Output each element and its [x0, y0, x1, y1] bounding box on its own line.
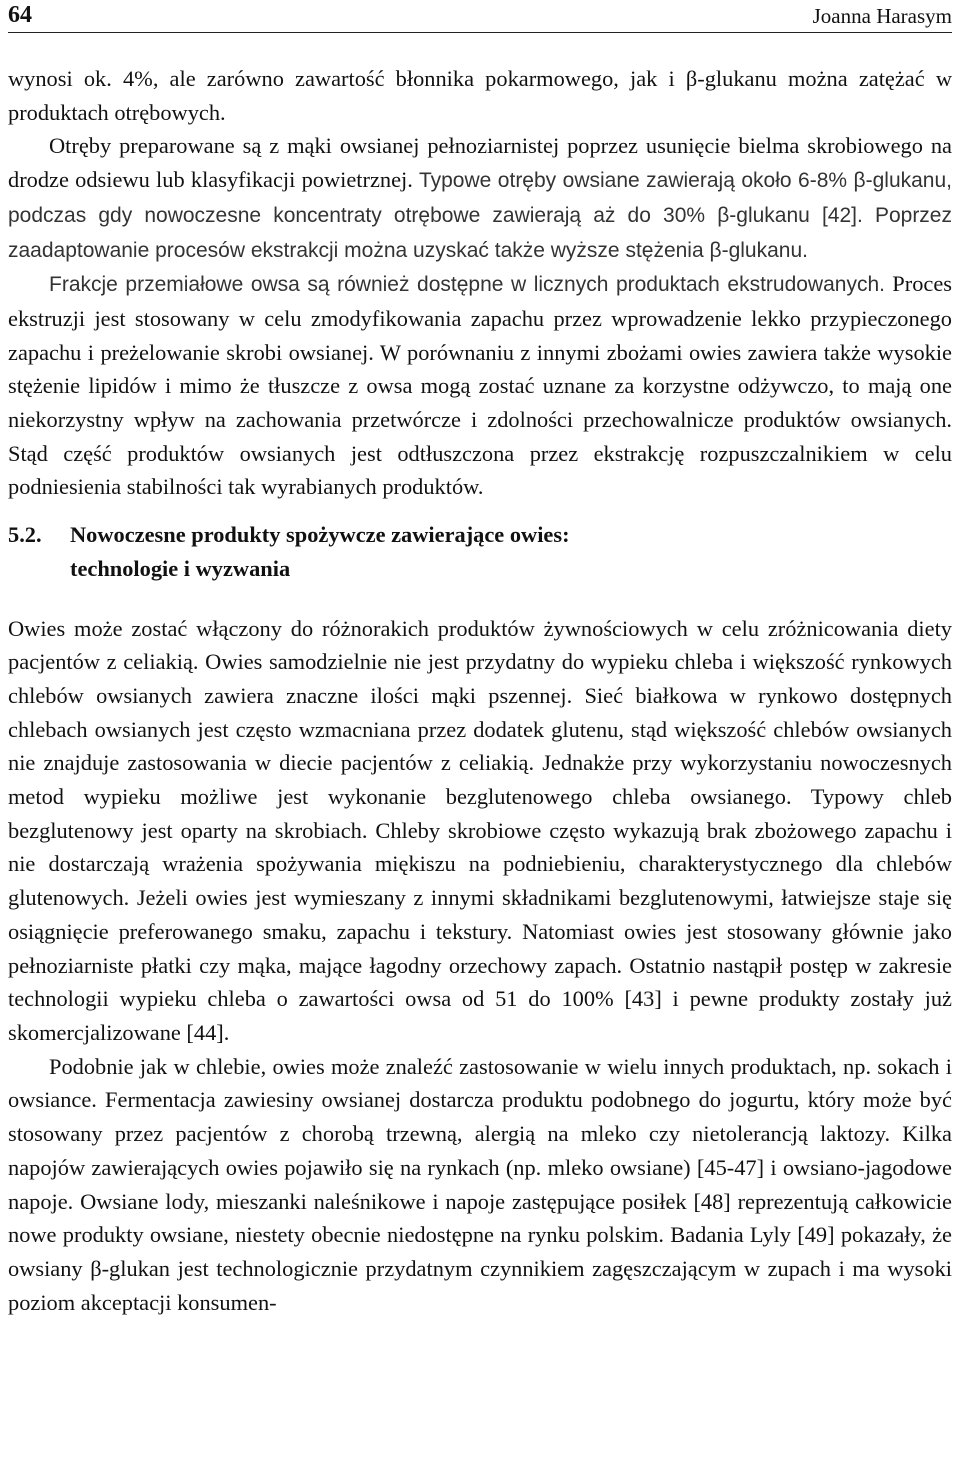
paragraph-oat-bread: Owies może zostać włączony do różnorakich produktów żywnościowych w celu zróżnicowania diety pacjentów z celiakią. Owies samodzielnie nie jest przydatny do wypieku chleba i większość rynkowych chlebów owsianych zawiera znaczne ilości mąki pszennej. Sieć białkowa w rynkowo dostępnych chlebach owsianych jest często wzmacniana przez dodatek glutenu, stąd większość chlebów owsianych nie znajduje zastosowania w diecie pacjentów z celiakią. Jednakże przy wykorzystaniu nowoczesnych metod wypieku możliwe jest wykonanie bezglutenowego chleba owsianego. Typowy chleb bezglutenowy jest oparty na skrobiach. Chleby skrobiowe często wykazują brak zbożowego zapachu i nie dostarczają wrażenia spożywania miękiszu na podniebieniu, charakterystycznego dla chlebów glutenowych. Jeżeli owies jest wymieszany z innymi składnikami bezglutenowymi, łatwiejsze staje się osiągnięcie preferowanego smaku, zapachu i tekstury. Natomiast owies jest stosowany głównie jako pełnoziarniste płatki czy mąka, mające łagodny orzechowy zapach. Ostatnio nastąpił postęp w zakresie technologii wypieku chleba o zawartości owsa od 51 do 100% [43] i pewne produkty zostały już skomercjalizowane [44].	[8, 615, 952, 1045]
section-number: 5.2.	[8, 522, 42, 548]
page-number: 64	[8, 2, 32, 28]
paragraph-extrusion	[8, 267, 952, 504]
paragraph-oat-products: Podobnie jak w chlebie, owies może znaleźć zastosowanie w wielu innych produktach, np. sokach i owsiance. Fermentacja zawiesiny owsianej dostarcza produktu podobnego do jogurtu, który może być stosowany przez pacjentów z chorobą trzewną, alergią na mleko czy nietolerancją laktozy. Kilka napojów zawierających owies pojawiło się na rynkach (np. mleko owsiane) [45-47] i owsiano-jagodowe napoje. Owsiane lody, mieszanki naleśnikowe i napoje zastępujące posiłek [48] reprezentują całkowicie nowe produkty owsiane, niestety obecnie niedostępne na rynku polskim. Badania Lyly [49] pokazały, że owsiany β-glukan jest technologicznie przydatnym czynnikiem zagęszczającym w zupach i ma wysoki poziom akceptacji konsumen-	[8, 1053, 952, 1315]
document-body	[8, 62, 952, 1319]
paragraph-continuation: wynosi ok. 4%, ale zarówno zawartość błonnika pokarmowego, jak i β-glukanu można zatężać w produktach otrębowych.	[8, 66, 952, 125]
paragraph-bran-text: Otręby preparowane są z mąki owsianej pełnoziarnistej poprzez usunięcie bielma skrobiowego na drodze odsiewu lub klasyfikacji powietrznej.	[8, 133, 952, 193]
paragraph-bran-sans-text: Typowe otręby owsiane zawierają około 6-8% β-glukanu, podczas gdy nowoczesne koncentraty otrębowe zawierają aż do 30% β-glukanu [42]. Poprzez zaadaptowanie procesów ekstrakcji można uzyskać także wyższe stężenia β-glukanu.	[8, 169, 952, 262]
section-title-line-2: technologie i wyzwania	[70, 555, 291, 581]
page-header	[8, 0, 952, 33]
paragraph-extrusion-sans-text: Frakcje przemiałowe owsa są również dostępne w licznych produktach ekstrudowanych.	[49, 273, 885, 297]
paragraph-bran	[8, 129, 952, 267]
section-title	[70, 518, 952, 585]
section-title-line-1: Nowoczesne produkty spożywcze zawierające owies:	[70, 522, 570, 548]
paragraph-extrusion-text: Proces ekstruzji jest stosowany w celu zmodyfikowania zapachu przez wprowadzenie lekko przypieczonego zapachu i preżelowanie skrobi owsianej. W porównaniu z innymi zbożami owies zawiera także wysokie stężenie lipidów i mimo że tłuszcze z owsa mogą zostać uznane za korzystne odżywczo, to mają one niekorzystny wpływ na zachowania przetwórcze i zdolności przechowalnicze produktów owsianych. Stąd część produktów owsianych jest odtłuszczona przez ekstrakcję rozpuszczalnikiem w celu podniesienia stabilności tak wyrabianych produktów.	[8, 271, 952, 500]
running-header-author: Joanna Harasym	[812, 4, 952, 28]
section-heading	[8, 518, 952, 585]
